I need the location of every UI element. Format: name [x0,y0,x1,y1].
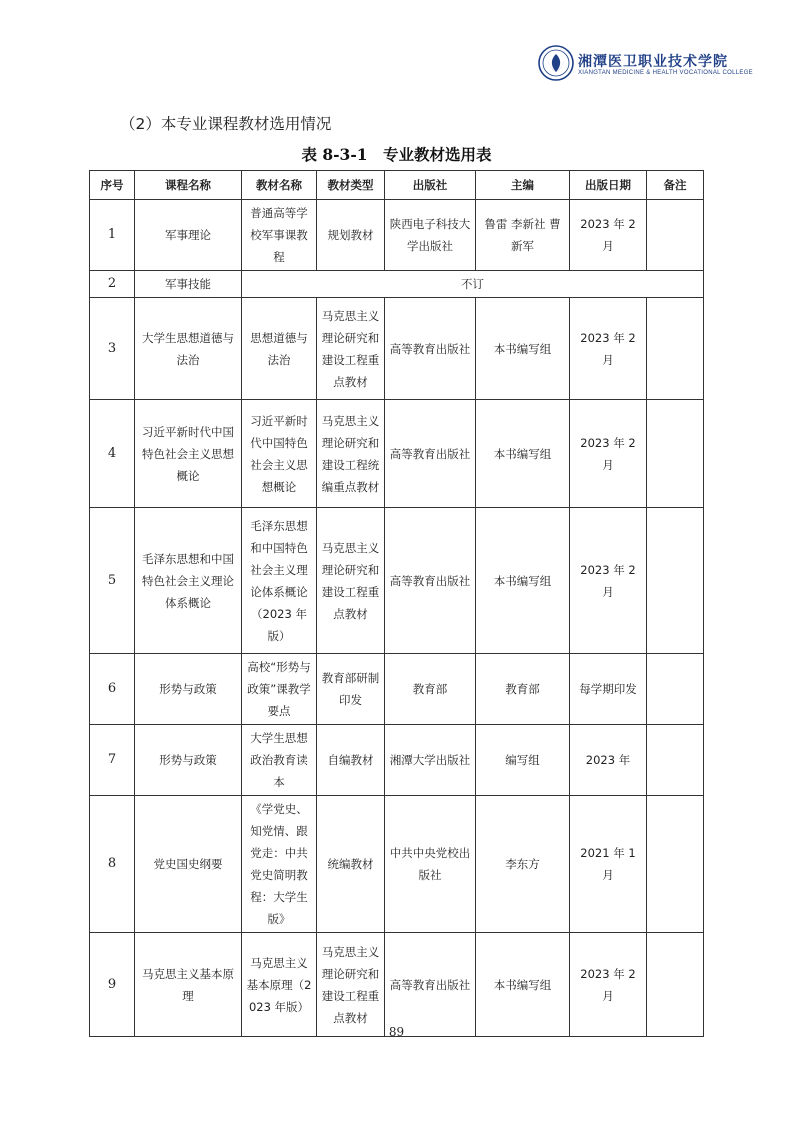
college-name: 湘潭医卫职业技术学院 [578,54,728,70]
publisher: 高等教育出版社 [385,298,476,400]
textbook-name: 大学生思想政治教育读本 [242,725,317,796]
header-cell: 教材名称 [242,171,317,200]
remarks [647,796,704,933]
publication-date: 2023 年 2 月 [570,298,647,400]
row-number: 6 [90,654,135,725]
section-heading: （2）本专业课程教材选用情况 [120,115,332,133]
publisher: 中共中央党校出版社 [385,796,476,933]
course-name: 大学生思想道德与法治 [135,298,242,400]
row-number: 7 [90,725,135,796]
row-number: 1 [90,200,135,271]
textbook-name: 思想道德与法治 [242,298,317,400]
textbook-type: 马克思主义理论研究和建设工程重点教材 [317,508,385,654]
remarks [647,933,704,1037]
header-cell: 教材类型 [317,171,385,200]
textbook-name: 习近平新时代中国特色社会主义思想概论 [242,400,317,508]
header-cell: 主编 [476,171,570,200]
table-row [90,508,704,654]
table-row [90,654,704,725]
row-number: 3 [90,298,135,400]
textbook-type: 马克思主义理论研究和建设工程重点教材 [317,933,385,1037]
textbook-type: 自编教材 [317,725,385,796]
remarks [647,725,704,796]
textbook-type: 统编教材 [317,796,385,933]
chief-editor: 李东方 [476,796,570,933]
chief-editor: 本书编写组 [476,400,570,508]
publisher: 高等教育出版社 [385,400,476,508]
publication-date: 2021 年 1 月 [570,796,647,933]
chief-editor: 鲁雷 李新社 曹新军 [476,200,570,271]
publisher: 教育部 [385,654,476,725]
textbook-name: 马克思主义基本原理（2023 年版） [242,933,317,1037]
course-name: 马克思主义基本原理 [135,933,242,1037]
header-cell: 出版社 [385,171,476,200]
textbook-type: 马克思主义理论研究和建设工程重点教材 [317,298,385,400]
page-number: 89 [388,1025,405,1039]
table-row [90,400,704,508]
textbook-type: 马克思主义理论研究和建设工程统编重点教材 [317,400,385,508]
textbook-name: 毛泽东思想和中国特色社会主义理论体系概论（2023 年版） [242,508,317,654]
chief-editor: 本书编写组 [476,933,570,1037]
header-cell: 序号 [90,171,135,200]
college-emblem-icon [538,45,574,81]
row-number: 5 [90,508,135,654]
row-number: 4 [90,400,135,508]
textbook-type: 规划教材 [317,200,385,271]
table-header-row [90,171,704,200]
header-cell: 课程名称 [135,171,242,200]
remarks [647,400,704,508]
course-name: 军事技能 [135,271,242,298]
publisher: 湘潭大学出版社 [385,725,476,796]
table-row [90,725,704,796]
course-name: 形势与政策 [135,725,242,796]
chief-editor: 本书编写组 [476,298,570,400]
table-row [90,200,704,271]
chief-editor: 编写组 [476,725,570,796]
textbook-name: 高校“形势与政策”课教学要点 [242,654,317,725]
course-name: 习近平新时代中国特色社会主义思想概论 [135,400,242,508]
remarks [647,508,704,654]
course-name: 党史国史纲要 [135,796,242,933]
remarks [647,200,704,271]
table-row [90,933,704,1037]
remarks [647,654,704,725]
publication-date: 2023 年 2 月 [570,933,647,1037]
publication-date: 2023 年 [570,725,647,796]
row-number: 9 [90,933,135,1037]
course-name: 形势与政策 [135,654,242,725]
publication-date: 2023 年 2 月 [570,200,647,271]
textbook-name: 普通高等学校军事课教程 [242,200,317,271]
course-name: 军事理论 [135,200,242,271]
textbook-name: 《学党史、知党情、跟党走：中共党史简明教程：大学生版》 [242,796,317,933]
row-number: 8 [90,796,135,933]
header-cell: 出版日期 [570,171,647,200]
college-english-name: XIANGTAN MEDICINE & HEALTH VOCATIONAL COLLEGE [578,70,753,76]
publisher: 高等教育出版社 [385,508,476,654]
table-row [90,796,704,933]
textbook-type: 教育部研制印发 [317,654,385,725]
publication-date: 2023 年 2 月 [570,400,647,508]
publisher: 陕西电子科技大学出版社 [385,200,476,271]
header-cell: 备注 [647,171,704,200]
row-number: 2 [90,271,135,298]
merged-note: 不订 [242,271,704,298]
table-row [90,298,704,400]
course-name: 毛泽东思想和中国特色社会主义理论体系概论 [135,508,242,654]
college-logo [538,45,753,89]
remarks [647,298,704,400]
textbook-table [89,170,704,1037]
publication-date: 2023 年 2 月 [570,508,647,654]
table-row [90,271,704,298]
table-caption: 表 8-3-1 专业教材选用表 [301,145,492,164]
chief-editor: 教育部 [476,654,570,725]
publisher: 高等教育出版社 [385,933,476,1037]
chief-editor: 本书编写组 [476,508,570,654]
publication-date: 每学期印发 [570,654,647,725]
